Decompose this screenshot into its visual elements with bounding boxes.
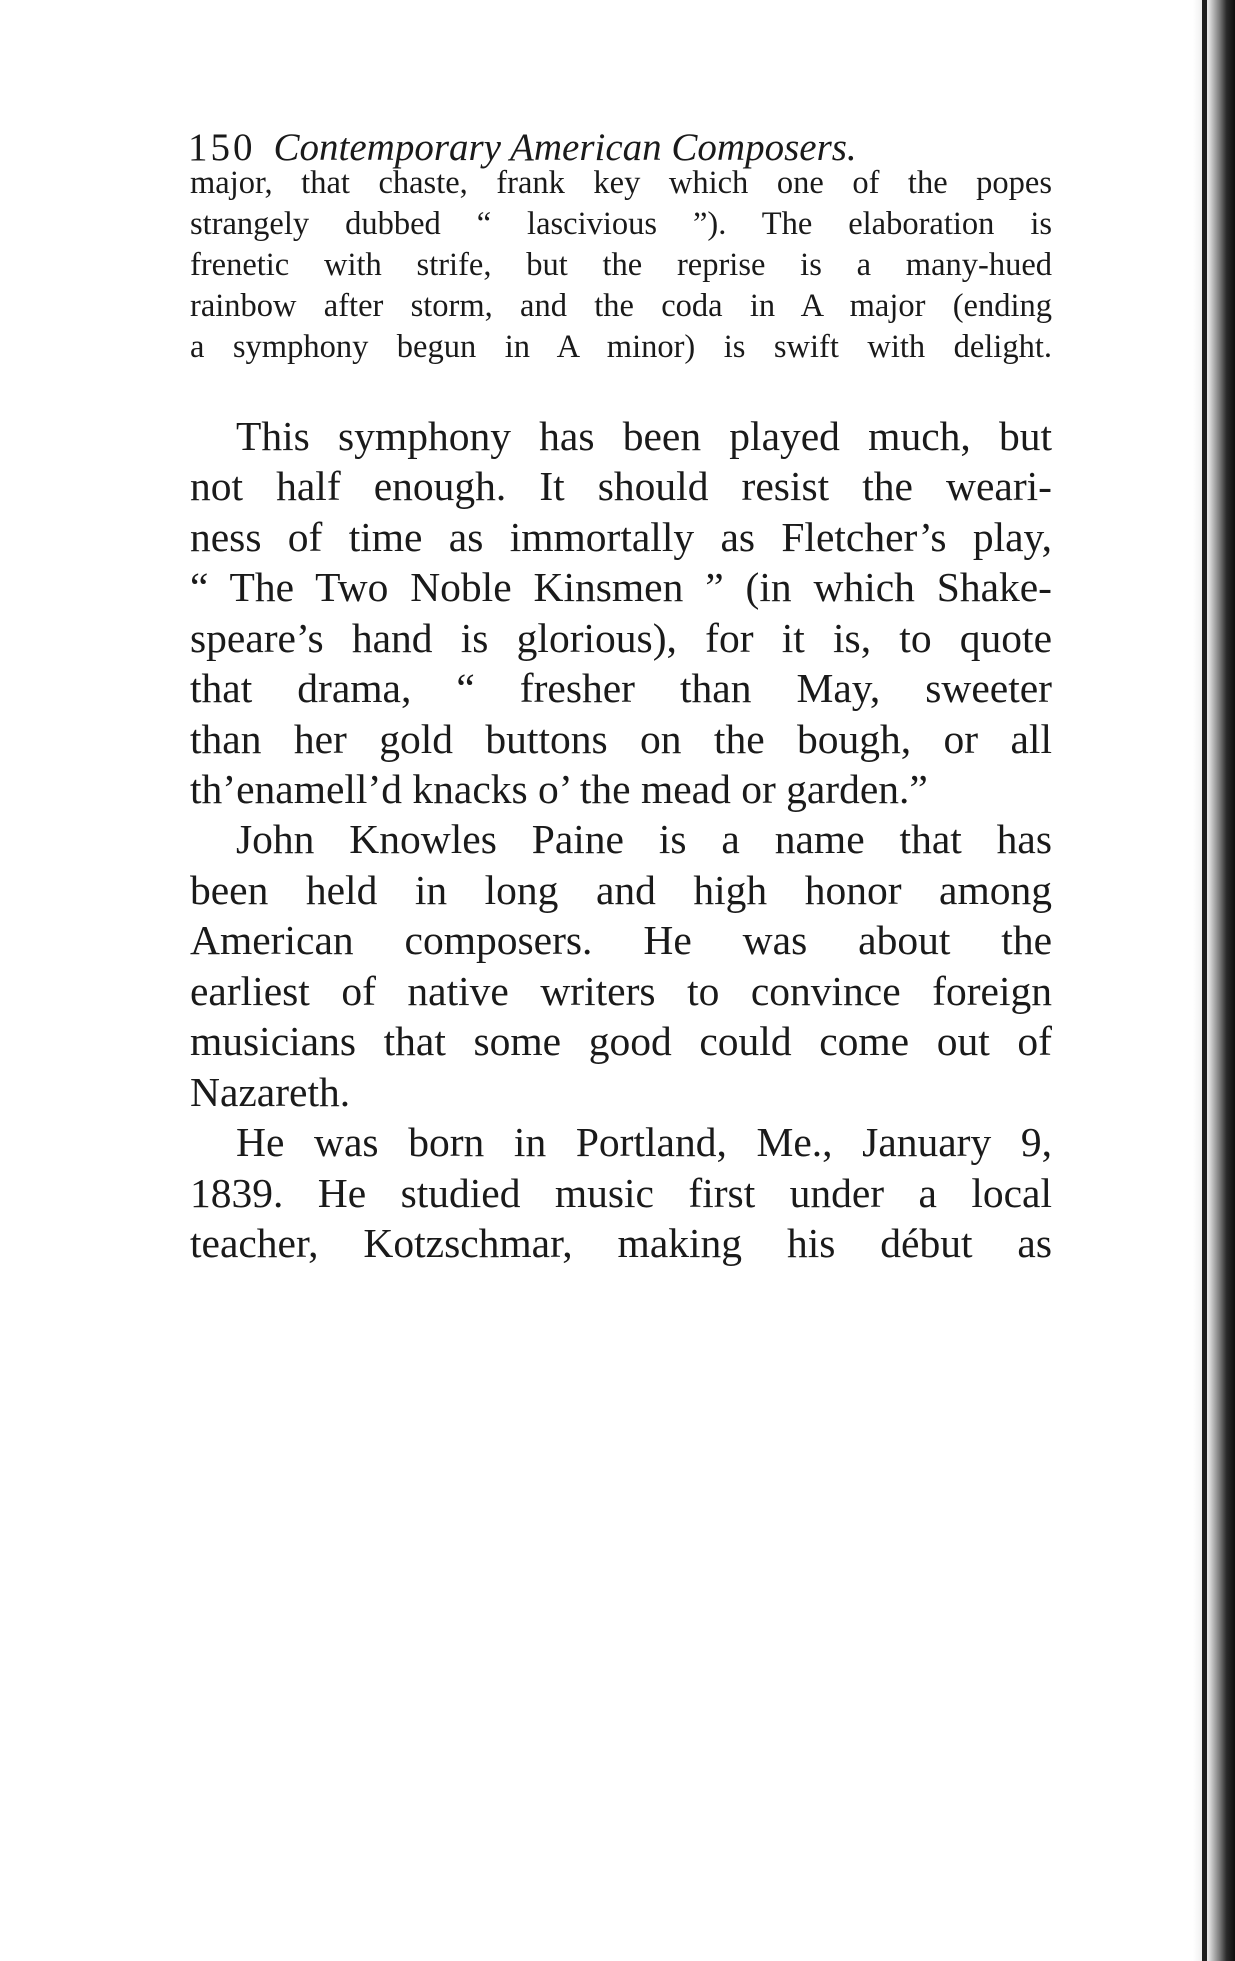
text-line: earliest of native writers to convince foreign — [190, 968, 1052, 1014]
text-line: been held in long and high honor among — [190, 867, 1052, 913]
text-line: American composers. He was about the — [190, 917, 1052, 963]
text-line: John Knowles Paine is a name that has — [236, 816, 1052, 862]
text-line: Nazareth. — [190, 1069, 351, 1115]
text-line: musicians that some good could come out of — [190, 1018, 1052, 1064]
page-edge-line — [1202, 0, 1207, 1961]
text-line: “ The Two Noble Kinsmen ” (in which Shake- — [190, 564, 1052, 610]
text-line: than her gold buttons on the bough, or all — [190, 716, 1052, 762]
text-line: strangely dubbed “ lascivious ”). The elaboration is — [190, 206, 1052, 242]
text-line: that drama, “ fresher than May, sweeter — [190, 665, 1052, 711]
text-line: This symphony has been played much, but — [236, 413, 1052, 459]
text-line: speare’s hand is glorious), for it is, to quote — [190, 615, 1052, 661]
page-number: 150 — [188, 126, 256, 169]
text-line: frenetic with strife, but the reprise is a many-hued — [190, 247, 1052, 283]
text-line: not half enough. It should resist the weari- — [190, 463, 1052, 509]
text-line: ness of time as immortally as Fletcher’s play, — [190, 514, 1052, 560]
running-title: Contemporary American Composers. — [273, 126, 857, 169]
text-line: a symphony begun in A minor) is swift with delight. — [190, 329, 1052, 365]
text-line: 1839. He studied music first under a local — [190, 1170, 1052, 1216]
text-line: He was born in Portland, Me., January 9, — [236, 1119, 1052, 1165]
text-line: major, that chaste, frank key which one of the popes — [190, 165, 1052, 201]
text-line: th’enamell’d knacks o’ the mead or garden.” — [190, 766, 928, 812]
page-edge-shadow — [1165, 0, 1235, 1961]
text-line: rainbow after storm, and the coda in A major (ending — [190, 288, 1052, 324]
text-line: teacher, Kotzschmar, making his début as — [190, 1220, 1052, 1266]
